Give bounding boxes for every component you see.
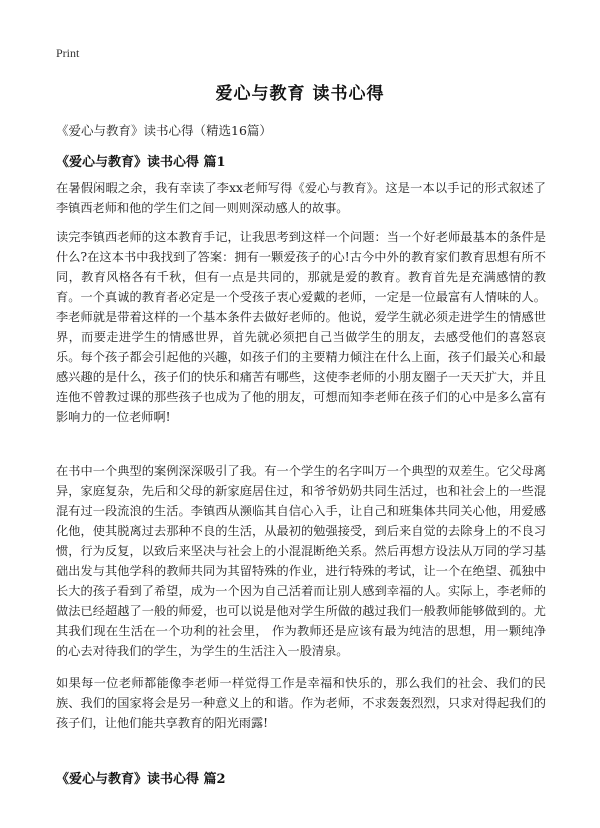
section-heading-1: 《爱心与教育》读书心得 篇1 (56, 155, 226, 170)
paragraph-1: 在暑假闲暇之余，我有幸读了李xx老师写得《爱心与教育》。这是一本以手记的形式叙述了李镇西老师和他的学生们之间一则则深动感人的故事。 (56, 181, 546, 215)
paragraph-3: 在书中一个典型的案例深深吸引了我。有一个学生的名字叫万一个典型的双差生。它父母离异，家庭复杂，先后和父母的新家庭居住过，和爷爷奶奶共同生活过，也和社会上的一些混混有过一段流浪的生活。李镇西从濒临其自信心入手，让自己和班集体共同关心他，用爱感化他，使其脱离过去那种不良的生活，从最初的勉强接受，到后来自觉的去除身上的不良习惯，行为反复，以致后来坚决与社会上的小混混断绝关系。然后再想方设法从万同的学习基础出发与其他学科的教师共同为其留特殊的作业，进行特殊的考试，让一个在绝望、孤独中长大的孩子看到了希望，成为一个因为自己活着而让别人感到幸福的人。实际上，李老师的做法已经超越了一般的师爱，也可以说是他对学生所做的越过我们一般教师能够做到的。尤其我们现在生活在一个功利的社会里， 作为教师还是应该有最为纯洁的思想，用一颗纯净的心去对待我们的学生，为学生的生活注入一股清泉。 (56, 464, 546, 658)
section-heading-2: 《爱心与教育》读书心得 篇2 (56, 772, 226, 787)
document-subtitle: 《爱心与教育》读书心得（精选16篇） (56, 123, 272, 138)
document-title: 爱心与教育 读书心得 (215, 84, 385, 104)
paragraph-2: 读完李镇西老师的这本教育手记，让我思考到这样一个问题：当一个好老师最基本的条件是什么?在这本书中我找到了答案：拥有一颗爱孩子的心!古今中外的教育家们教育思想有所不同，教育风格各有千秋，但有一点是共同的，那就是爱的教育。教育首先是充满感情的教育。一个真诚的教育者必定是一个受孩子衷心爱戴的老师，一定是一位最富有人情味的人。李老师就是带着这样的一个基本条件去做好老师的。他说，爱学生就必须走进学生的情感世界，而要走进学生的情感世界，首先就必须把自己当做学生的朋友，去感受他们的喜怒哀乐。每个孩子都会引起他的兴趣，如孩子们的主要精力倾注在什么上面，孩子们最关心和最感兴趣的是什么，孩子们的快乐和痛苦有哪些，这使李老师的小朋友圈子一天天扩大，并且连他不曾教过课的那些孩子也成为了他的朋友，可想而知李老师在孩子们的心中是多么富有影响力的一位老师啊! (56, 230, 546, 424)
paragraph-4: 如果每一位老师都能像李老师一样觉得工作是幸福和快乐的，那么我们的社会、我们的民族、我们的国家将会是另一种意义上的和谐。作为老师，不求轰轰烈烈，只求对得起我们的孩子们，让他们能共享教育的阳光雨露! (56, 676, 546, 730)
print-link[interactable]: Print (56, 46, 80, 60)
